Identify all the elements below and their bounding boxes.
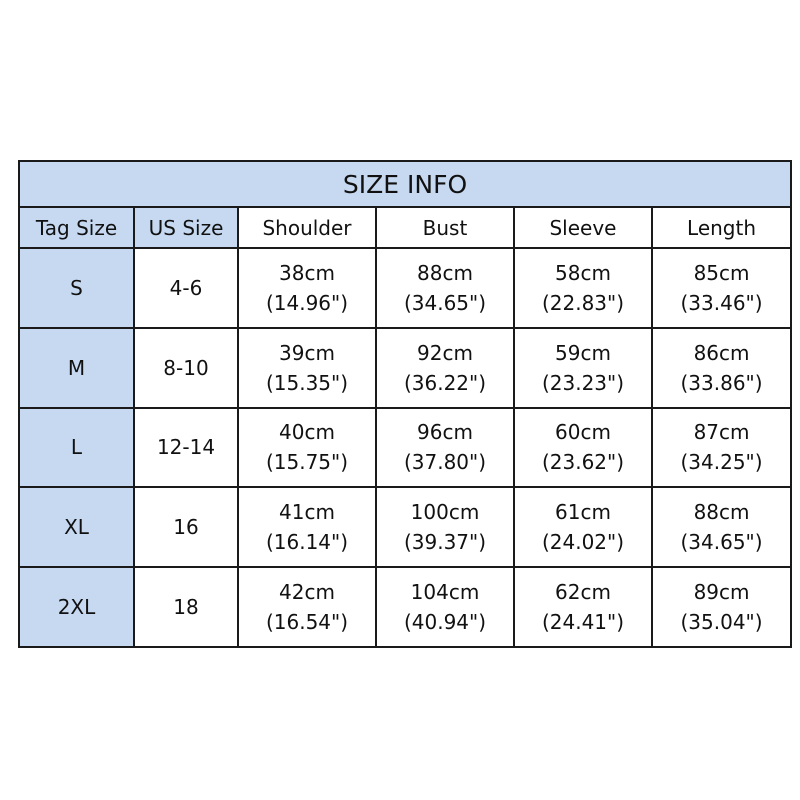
tag-size-cell: XL [19, 487, 134, 567]
inch-value: (16.14") [265, 530, 349, 555]
cm-value: 100cm [410, 500, 480, 525]
title-row [19, 161, 791, 207]
length-cell [652, 408, 791, 488]
header-bust: Bust [376, 207, 514, 247]
inch-value: (34.65") [403, 290, 487, 315]
cm-value: 41cm [279, 500, 335, 525]
header-shoulder: Shoulder [238, 207, 376, 247]
inch-value: (14.96") [265, 290, 349, 315]
inch-value: (15.75") [265, 450, 349, 475]
table-title: SIZE INFO [19, 161, 791, 207]
us-size-cell: 8-10 [134, 328, 238, 408]
sleeve-cell [514, 408, 652, 488]
cm-value: 86cm [693, 340, 750, 365]
shoulder-cell [238, 328, 376, 408]
bust-cell [376, 408, 514, 488]
sleeve-cell [514, 487, 652, 567]
sleeve-cell [514, 248, 652, 328]
sleeve-cell [514, 567, 652, 647]
cm-value: 92cm [417, 340, 473, 365]
cm-value: 89cm [693, 580, 750, 605]
inch-value: (35.04") [680, 610, 763, 635]
bust-cell [376, 248, 514, 328]
header-length: Length [652, 207, 791, 247]
cm-value: 88cm [693, 500, 750, 525]
table-row [19, 328, 791, 408]
cm-value: 59cm [555, 340, 611, 365]
cm-value: 39cm [279, 340, 335, 365]
inch-value: (34.25") [680, 450, 763, 475]
inch-value: (37.80") [403, 450, 487, 475]
inch-value: (24.41") [541, 610, 625, 635]
cm-value: 40cm [279, 420, 335, 445]
size-chart-table [18, 160, 792, 648]
inch-value: (23.23") [541, 370, 625, 395]
shoulder-cell [238, 408, 376, 488]
bust-cell [376, 487, 514, 567]
length-cell [652, 328, 791, 408]
header-row [19, 207, 791, 247]
cm-value: 88cm [417, 260, 473, 285]
cm-value: 58cm [555, 260, 611, 285]
inch-value: (22.83") [541, 290, 625, 315]
shoulder-cell [238, 567, 376, 647]
tag-size-cell: S [19, 248, 134, 328]
us-size-cell: 4-6 [134, 248, 238, 328]
inch-value: (15.35") [265, 370, 349, 395]
table-row [19, 248, 791, 328]
inch-value: (33.86") [680, 370, 763, 395]
shoulder-cell [238, 487, 376, 567]
cm-value: 38cm [279, 260, 335, 285]
us-size-cell: 16 [134, 487, 238, 567]
cm-value: 85cm [693, 260, 750, 285]
cm-value: 62cm [555, 580, 611, 605]
cm-value: 61cm [555, 500, 611, 525]
table-row [19, 487, 791, 567]
inch-value: (34.65") [680, 530, 763, 555]
inch-value: (23.62") [541, 450, 625, 475]
tag-size-cell: L [19, 408, 134, 488]
header-us-size: US Size [134, 207, 238, 247]
bust-cell [376, 567, 514, 647]
length-cell [652, 487, 791, 567]
cm-value: 87cm [693, 420, 750, 445]
table-row [19, 408, 791, 488]
length-cell [652, 248, 791, 328]
cm-value: 42cm [279, 580, 335, 605]
us-size-cell: 18 [134, 567, 238, 647]
shoulder-cell [238, 248, 376, 328]
length-cell [652, 567, 791, 647]
header-tag-size: Tag Size [19, 207, 134, 247]
us-size-cell: 12-14 [134, 408, 238, 488]
tag-size-cell: M [19, 328, 134, 408]
inch-value: (36.22") [403, 370, 487, 395]
sleeve-cell [514, 328, 652, 408]
bust-cell [376, 328, 514, 408]
table-row [19, 567, 791, 647]
cm-value: 104cm [410, 580, 480, 605]
cm-value: 96cm [417, 420, 473, 445]
inch-value: (40.94") [403, 610, 487, 635]
inch-value: (24.02") [541, 530, 625, 555]
inch-value: (39.37") [403, 530, 487, 555]
cm-value: 60cm [555, 420, 611, 445]
header-sleeve: Sleeve [514, 207, 652, 247]
tag-size-cell: 2XL [19, 567, 134, 647]
inch-value: (16.54") [265, 610, 349, 635]
inch-value: (33.46") [680, 290, 763, 315]
